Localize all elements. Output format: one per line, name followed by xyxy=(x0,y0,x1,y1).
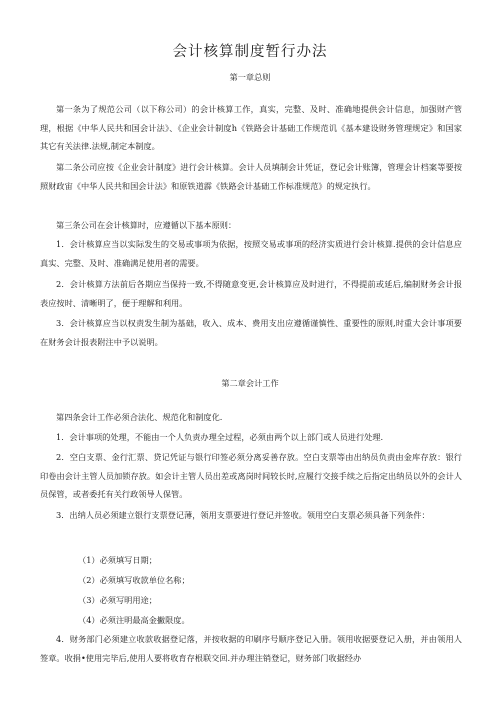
article-3-item-3: 3．会计核算应当以权责发生制为基础，收入、成本、费用支出应遵循谨慎性、重要性的原则,时重大会计事项要在财务会计报表附注中予以说明。 xyxy=(40,318,462,347)
condition-item: （1）必须填写日期； xyxy=(78,555,157,565)
article-1: 第一条为了规范公司（以下称公司）的会计核算工作，真实，完整、及时、准确地提供会计信息，加强财产管理，根据《中华人民共和国会计法》、《企业会计制度h《铁路会计基础工作规范讥《基本建设财务管理规定》和国家其它有关法律.法规,制定本制度。 xyxy=(40,104,462,151)
article-2: 第二条公司应按《企业会计制度》进行会计核算。会计人员填制会计凭证，登记会计账簿，管理会计档案等要按照财政宙《中华人民共和国会计法》和原铁道霹《铁路会计基础工作标准规范》的规定执行。 xyxy=(40,162,462,191)
article-3-item-2: 2．会计核算方法前后各期应当保持一致,不得随意变更,会计核算应及时进行，不得提前或延后,编制财务会计报表应按时、清晰明了，便于理解和利用。 xyxy=(40,279,462,308)
article-4: 第四条会计工作必须合法化、规范化和制度化. xyxy=(56,412,223,422)
condition-item: （2）必须填写收款单位名称； xyxy=(78,575,190,585)
article-4-item-2: 2．空白支票、金行汇票、贷记凭证与银行印签必须分离妥善存放。空白支票等由出纳员负责由金库存放：银行印卷由会计主管人员加锁存放。如会计主管人员出差或离岗时间较长时,应履行交接手续之后指定出纳员以外的会计人员保管，或者委托有关行政领导人保管。 xyxy=(40,452,462,499)
article-3: 第三条公司在会计核算时，应遵循以下基本原则： xyxy=(56,220,237,230)
article-3-item-1: 1．会计核算应当以实际发生的交易或事项为依据，按照交易或事项的经济实质进行会计核算.提供的会计信息应真实、完整、及时、准确满足使用者的需要。 xyxy=(40,239,462,268)
document-title: 会计核算制度暂行办法 xyxy=(172,44,328,60)
article-4-item-1: 1．会计事项的处理，不能由一个人负责办理全过程，必须由两个以上部门或人员进行处理. xyxy=(56,432,384,442)
chapter-heading-1: 第一章总则 xyxy=(229,72,271,82)
article-4-item-4: 4．财务部门必须建立收款收据登记落，并按收据的印刷序号顺序登记入册。领用收据要登记入册，并由领用人签章。收捐•使用完毕后,使用人要将收育存根联交回.并办理注销登记，财务部门收据经办 xyxy=(40,634,462,663)
chapter-heading-2: 第二章会计工作 xyxy=(221,378,279,388)
article-4-item-3: 3．出纳人员必须建立银行支票登记薄，领用支票要进行登记并签收。领用空白支票必须具备下列条件： xyxy=(56,510,430,520)
condition-item: （3）必须写明用途； xyxy=(78,595,157,605)
condition-item: （4）必须注明最高金撇限度。 xyxy=(78,615,190,625)
